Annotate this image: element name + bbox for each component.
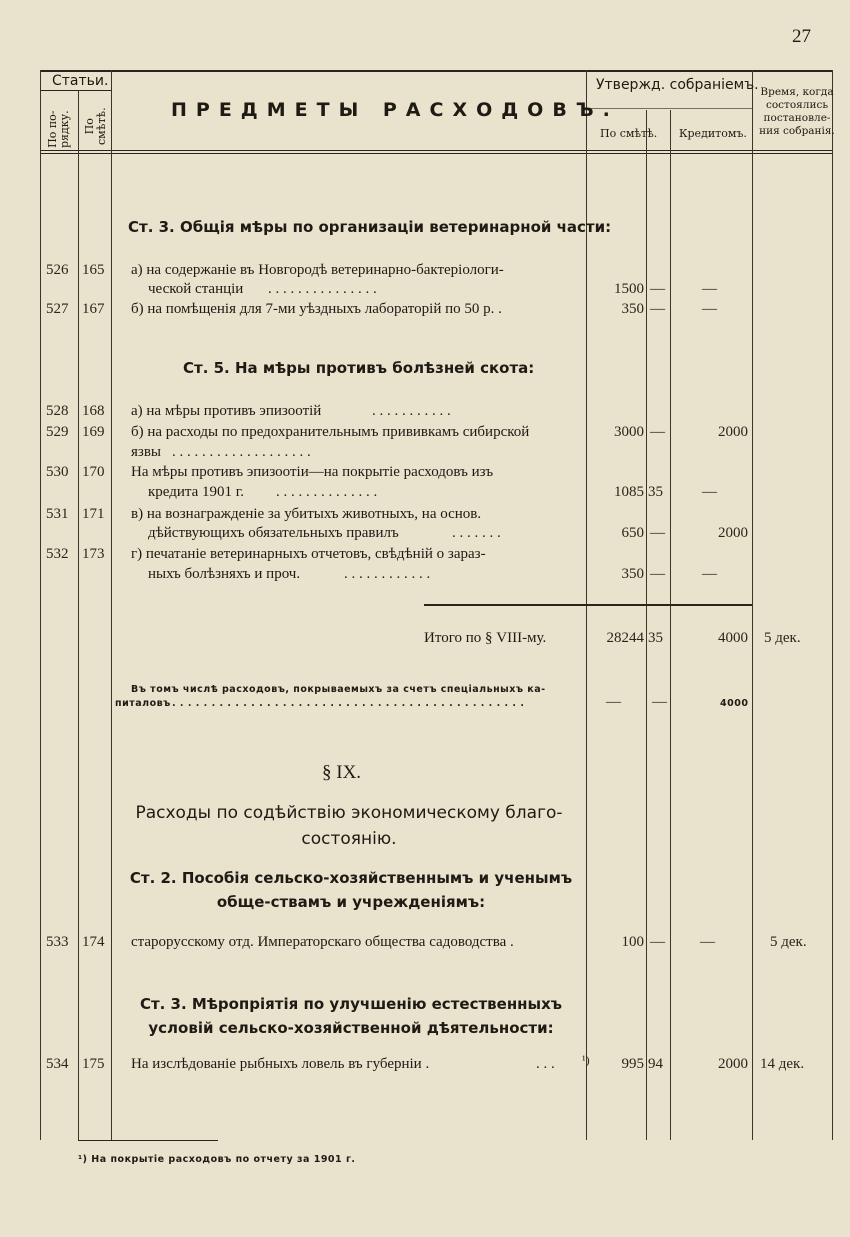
header-top-rule bbox=[40, 70, 833, 72]
row-date: 5 дек. bbox=[770, 934, 807, 950]
header-po-smete: По смѣтѣ. bbox=[83, 107, 108, 145]
row-leader-dots: . . . . . . . . . . . bbox=[372, 403, 451, 419]
row-text: г) печатаніе ветеринарныхъ отчетовъ, свѣдѣній о зараз- bbox=[131, 546, 486, 562]
row-text: На изслѣдованіе рыбныхъ ловель въ губерніи . bbox=[131, 1056, 430, 1072]
special-kop: — bbox=[652, 694, 667, 710]
total-rule-right bbox=[586, 604, 752, 606]
header-po-poryadku: По по- рядку. bbox=[46, 110, 71, 148]
row-leader-dots: . . . . . . . . . . . . . . . bbox=[268, 281, 377, 297]
row-kop: — bbox=[650, 424, 665, 440]
special-leader-dots: . . . . . . . . . . . . . . . . . . . . . . . . . . . . . . . . . . . . . . . . . . . . . bbox=[172, 698, 525, 709]
row-sm: 173 bbox=[82, 546, 105, 562]
row-amount: 1500 bbox=[614, 281, 644, 297]
section-st3-mer: Ст. 3. Мѣропріятія по улучшенію естественныхъ условій сельско-хозяйственной дѣятельности: bbox=[139, 995, 563, 1037]
row-no: 526 bbox=[46, 262, 69, 278]
row-sm: 165 bbox=[82, 262, 105, 278]
special-amount: — bbox=[606, 694, 621, 710]
row-date: 14 дек. bbox=[760, 1056, 805, 1072]
row-sm: 169 bbox=[82, 424, 105, 440]
row-text: б) на расходы по предохранительнымъ прививкамъ сибирской bbox=[131, 424, 530, 440]
row-text-cont: кредита 1901 г. bbox=[148, 484, 245, 500]
section-st2: Ст. 2. Пособія сельско-хозяйственнымъ и ученымъ обще-ствамъ и учрежденіямъ: bbox=[129, 869, 573, 911]
row-no: 533 bbox=[46, 934, 69, 950]
row-amount: 650 bbox=[621, 525, 644, 541]
vrule-sm bbox=[111, 70, 112, 1140]
row-kop: — bbox=[650, 301, 665, 317]
row-credit: — bbox=[700, 934, 715, 950]
header-po-smete-col: По смѣтѣ. bbox=[600, 127, 658, 140]
row-credit: — bbox=[702, 301, 717, 317]
row-amount: 1085 bbox=[614, 484, 644, 500]
vrule-kop bbox=[646, 110, 647, 1140]
total-label: Итого по § VIII-му. bbox=[424, 630, 547, 646]
vrule-right bbox=[832, 70, 833, 1140]
header-title: ПРЕДМЕТЫ РАСХОДОВЪ. bbox=[171, 99, 619, 121]
row-amount: 100 bbox=[621, 934, 644, 950]
row-text: в) на вознагражденіе за убитыхъ животныхъ, на основ. bbox=[131, 506, 482, 522]
total-rule-left bbox=[424, 604, 586, 606]
row-no: 527 bbox=[46, 301, 69, 317]
row-text: б) на помѣщенія для 7-ми уѣздныхъ лабораторій по 50 р. . bbox=[131, 301, 502, 317]
special-line2: питаловъ bbox=[115, 698, 171, 709]
row-credit: 2000 bbox=[718, 1056, 748, 1072]
row-sm: 174 bbox=[82, 934, 105, 950]
header-bottom-rule-2 bbox=[40, 153, 833, 154]
row-leader-dots: . . . . . . . . . . . . bbox=[344, 566, 431, 582]
total-credit: 4000 bbox=[718, 630, 748, 646]
row-amount: 3000 bbox=[614, 424, 644, 440]
row-text: старорусскому отд. Императорскаго общества садоводства . bbox=[131, 934, 514, 950]
row-leader-dots: . . . bbox=[536, 1056, 555, 1072]
row-credit: 2000 bbox=[718, 424, 748, 440]
vrule-date bbox=[752, 70, 753, 1140]
row-kop: — bbox=[650, 525, 665, 541]
row-amount: 995 bbox=[621, 1056, 644, 1072]
special-credit: 4000 bbox=[720, 698, 749, 709]
section-para9: § IX. bbox=[322, 762, 362, 783]
row-sm: 167 bbox=[82, 301, 105, 317]
row-no: 534 bbox=[46, 1056, 69, 1072]
row-sm: 171 bbox=[82, 506, 105, 522]
row-credit: — bbox=[702, 484, 717, 500]
row-sm: 170 bbox=[82, 464, 105, 480]
footnote: ¹) На покрытіе расходовъ по отчету за 1901 г. bbox=[78, 1154, 356, 1165]
row-kop: 94 bbox=[648, 1056, 663, 1072]
row-kop: — bbox=[650, 934, 665, 950]
stati-underline bbox=[40, 90, 112, 91]
row-leader-dots: . . . . . . . bbox=[452, 525, 501, 541]
row-no: 529 bbox=[46, 424, 69, 440]
row-kop: — bbox=[650, 566, 665, 582]
page-number: 27 bbox=[792, 26, 811, 47]
row-kop: 35 bbox=[648, 484, 663, 500]
footnote-rule bbox=[78, 1140, 218, 1141]
row-sm: 175 bbox=[82, 1056, 105, 1072]
row-leader-dots: . . . . . . . . . . . . . . . . . . . bbox=[172, 444, 311, 460]
header-kreditom: Кредитомъ. bbox=[679, 127, 747, 140]
row-kop: — bbox=[650, 281, 665, 297]
row-no: 532 bbox=[46, 546, 69, 562]
row-sm: 168 bbox=[82, 403, 105, 419]
row-credit: — bbox=[702, 281, 717, 297]
section-st3-vet: Ст. 3. Общія мѣры по организаціи ветеринарной части: bbox=[128, 218, 612, 236]
row-text-cont: ныхъ болѣзняхъ и проч. bbox=[148, 566, 301, 582]
section-para9-title: Расходы по содѣйствію экономическому благо-состоянію. bbox=[135, 803, 563, 849]
header-vremya: Время, когда состоялись постановле-ния собранія. bbox=[759, 86, 835, 137]
row-amount: 350 bbox=[621, 566, 644, 582]
row-text: а) на мѣры противъ эпизоотій bbox=[131, 403, 322, 419]
row-credit: — bbox=[702, 566, 717, 582]
row-note-mark: ¹) bbox=[582, 1053, 590, 1067]
header-utverzhd: Утвержд. собраніемъ. bbox=[596, 77, 759, 93]
row-no: 531 bbox=[46, 506, 69, 522]
total-kop: 35 bbox=[648, 630, 663, 646]
row-text: На мѣры противъ эпизоотіи—на покрытіе расходовъ изъ bbox=[131, 464, 494, 480]
row-amount: 350 bbox=[621, 301, 644, 317]
row-no: 530 bbox=[46, 464, 69, 480]
total-amount: 28244 bbox=[606, 630, 644, 646]
row-no: 528 bbox=[46, 403, 69, 419]
row-leader-dots: . . . . . . . . . . . . . . bbox=[276, 484, 378, 500]
vrule-credit bbox=[670, 110, 671, 1140]
row-credit: 2000 bbox=[718, 525, 748, 541]
row-text-cont: ческой станціи bbox=[148, 281, 244, 297]
total-date: 5 дек. bbox=[764, 630, 801, 646]
section-st5: Ст. 5. На мѣры противъ болѣзней скота: bbox=[183, 359, 535, 377]
row-text: а) на содержаніе въ Новгородѣ ветеринарно-бактеріологи- bbox=[131, 262, 504, 278]
vrule-left bbox=[40, 70, 41, 1140]
header-bottom-rule bbox=[40, 150, 833, 151]
special-line1: Въ томъ числѣ расходовъ, покрываемыхъ за счетъ спеціальныхъ ка- bbox=[131, 684, 546, 695]
header-stati: Статьи. bbox=[52, 73, 109, 89]
row-text-cont: язвы bbox=[131, 444, 161, 460]
row-text-cont: дѣйствующихъ обязательныхъ правилъ bbox=[148, 525, 399, 541]
vrule-no bbox=[78, 90, 79, 1140]
